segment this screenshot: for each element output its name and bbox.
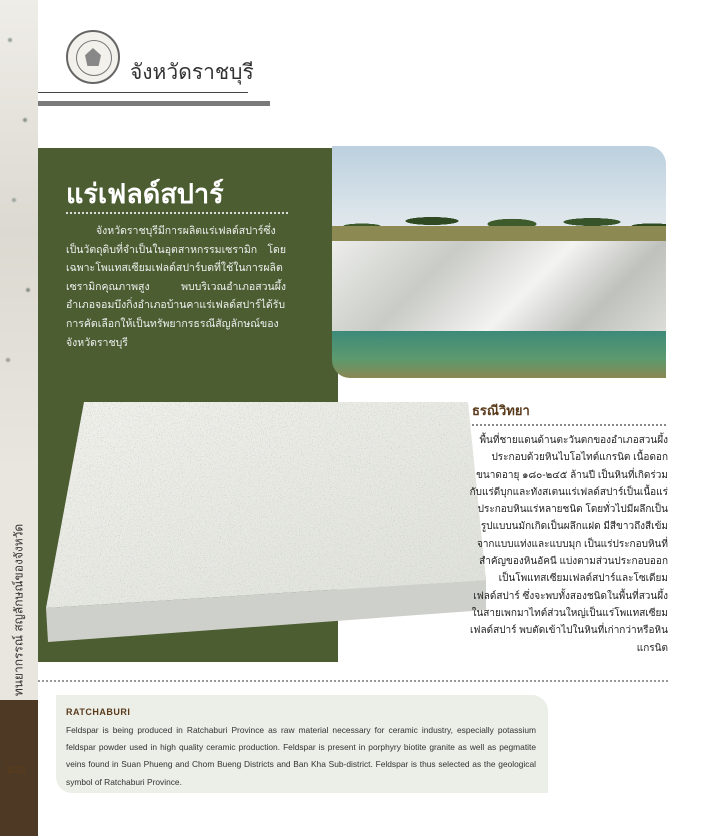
- left-margin-strip: [0, 0, 38, 836]
- header-bar: [38, 101, 270, 106]
- geology-text: พื้นที่ชายแดนด้านตะวันตกของอำเภอสวนผึ้ง ประกอบด้วยหินไบโอไทต์แกรนิต เนื้อดอกขนาดอายุ ๑๘๐-๒๔๕ ล้านปี เป็นหินที่เกิดร่วมกับแร่ดีบุกและทังสเตนแร่เฟลด์สปาร์เป็นเนื้อแร่ประกอบหินแร่หลายชนิด โดยทั่วไปมีผลึกเป็นรูปแบบนมักเกิดเป็นผลึกแฝด มีสีขาวถึงสีเข้ม จากแบบแท่งและแบบมุก เป็นแร่ประกอบหินที่สำคัญของหินอัคนี แบ่งตามส่วนประกอบออกเป็นโพแทสเซียมเฟลด์สปาร์และโซเดียมเฟลด์สปาร์ ซึ่งจะพบทั้งสองชนิดในพื้นที่สวนผึ้ง ในสายเพกมาไทต์ส่วนใหญ่เป็นแร่โพแทสเซียมเฟลด์สปาร์ พบตัดเข้าไปในหินที่เก่ากว่าหรือหินแกรนิต: [469, 435, 668, 654]
- section-divider: [38, 680, 668, 682]
- granite-texture: [0, 0, 38, 460]
- feldspar-slab-image: [46, 402, 486, 642]
- province-seal-icon: [66, 30, 120, 84]
- book-title-vertical: ทนยากรรณ์ สญลักษณ์ของจังหวัด: [11, 523, 26, 697]
- quarry-photo: [332, 146, 666, 378]
- english-title: RATCHABURI: [66, 707, 131, 717]
- english-text: Feldspar is being produced in Ratchaburi Province as raw material necessary for ceramic industry, especially potassium feldspar powder used in high quality ceramic production. Feldspar is present in porphyry biotite granite as well as pegmatite veins found in Suan Phueng and Chom Bueng Districts and Ban Kha Sub-district. Feldspar is thus selected as the geological symbol of Ratchaburi Province.: [66, 725, 536, 787]
- geology-divider: [472, 424, 666, 426]
- title-divider: [66, 212, 288, 214]
- header-rule: [38, 92, 248, 93]
- page-number: ๒๘: [6, 762, 27, 777]
- page-title: แร่เฟลด์สปาร์: [66, 179, 224, 209]
- geology-heading: ธรณีวิทยา: [472, 403, 530, 418]
- province-name: จังหวัดราชบุรี: [130, 61, 254, 84]
- intro-text: จังหวัดราชบุรีมีการผลิตแร่เฟลด์สปาร์ซึ่งเป็นวัตถุดิบที่จำเป็นในอุตสาหกรรมเซรามิก โดยเฉพาะโพแทสเซียมเฟลด์สปาร์บดที่ใช้ในการผลิตเซรามิกคุณภาพสูง พบบริเวณอำเภอสวนผึ้ง อำเภอจอมบึงกิ่งอำเภอบ้านคาแร่เฟลด์สปาร์ได้รับการคัดเลือกให้เป็นทรัพยากรธรณีสัญลักษณ์ของจังหวัดราชบุรี: [66, 225, 286, 349]
